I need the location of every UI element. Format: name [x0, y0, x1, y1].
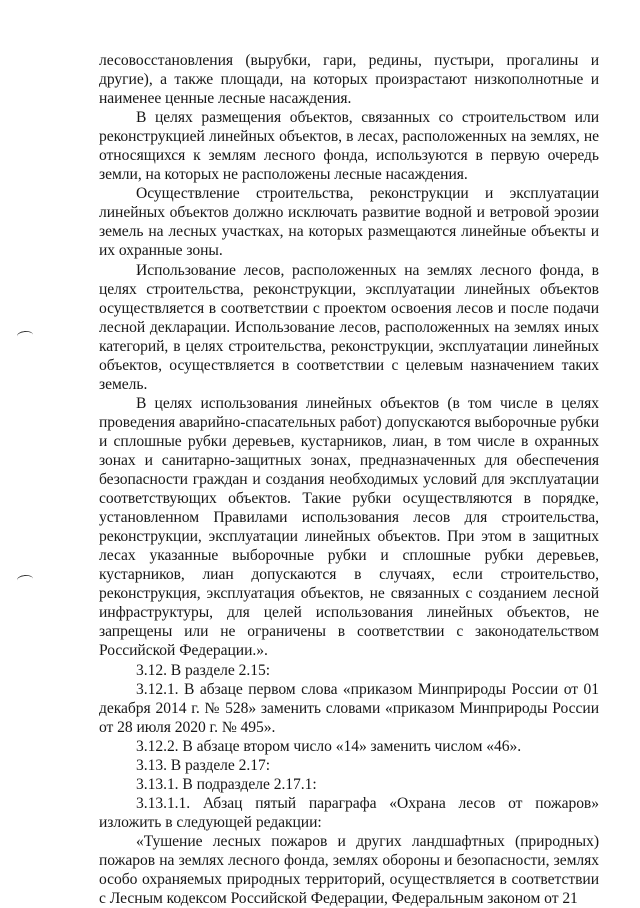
document-body: [99, 51, 599, 908]
margin-hole-punch-mark: [17, 574, 34, 585]
paragraph: В целях размещения объектов, связанных со строительством или реконструкцией линейных объектов, в лесах, расположенных на землях, не относящихся к землям лесного фонда, используются в первую очередь земли, на которых не расположены лесные насаждения.: [99, 109, 599, 184]
clause-item: 3.12.1. В абзаце первом слова «приказом Минприроды России от 01 декабря 2014 г. № 528» заменить словами «приказом Минприроды России от 28 июля 2020 г. № 495».: [99, 680, 599, 736]
paragraph: Использование лесов, расположенных на землях лесного фонда, в целях строительства, реконструкции, эксплуатации линейных объектов осуществляется в соответствии с проектом освоения лесов и после подачи лесной декларации. Использование лесов, расположенных на землях иных категорий, в целях строительства, реконструкции, эксплуатации линейных объектов, осуществляется в соответствии с целевым назначением таких земель.: [99, 261, 599, 393]
paragraph: Осуществление строительства, реконструкции и эксплуатации линейных объектов должно исключать развитие водной и ветровой эрозии земель на лесных участках, на которых размещаются линейные объекты и их охранные зоны.: [99, 185, 599, 260]
clause-item: 3.13.1.1. Абзац пятый параграфа «Охрана лесов от пожаров» изложить в следующей редакции:: [99, 794, 599, 831]
clause-heading: 3.12. В разделе 2.15:: [136, 661, 271, 679]
clause-heading: 3.13. В разделе 2.17:: [136, 756, 271, 774]
paragraph: В целях использования линейных объектов (в том числе в целях проведения аварийно-спасательных работ) допускаются выборочные рубки и сплошные рубки деревьев, кустарников, лиан, в том числе в охранных зонах и санитарно-защитных зонах, предназначенных для обеспечения безопасности граждан и создания необходимых условий для эксплуатации соответствующих объектов. Такие рубки осуществляются в порядке, установленном Правилами использования лесов для строительства, реконструкции, эксплуатации линейных объектов. При этом в защитных лесах указанные выборочные рубки и сплошные рубки деревьев, кустарников, лиан допускаются в случаях, если строительство, реконструкция, эксплуатация объектов, не связанных с созданием лесной инфраструктуры, для целей использования линейных объектов, не запрещены или не ограничены в соответствии с законодательством Российской Федерации.».: [99, 394, 599, 660]
paragraph: «Тушение лесных пожаров и других ландшафтных (природных) пожаров на землях лесного фонда, землях обороны и безопасности, землях особо охраняемых природных территорий, осуществляется в соответствии с Лесным кодексом Российской Федерации, Федеральным законом от 21: [99, 832, 599, 908]
margin-hole-punch-mark: [17, 330, 34, 341]
clause-heading: 3.13.1. В подразделе 2.17.1:: [136, 775, 317, 793]
paragraph: лесовосстановления (вырубки, гари, редины, пустыри, прогалины и другие), а также площади, на которых произрастают низкополнотные и наименее ценные лесные насаждения.: [99, 52, 599, 108]
clause-item: 3.12.2. В абзаце втором число «14» заменить числом «46».: [136, 737, 522, 755]
